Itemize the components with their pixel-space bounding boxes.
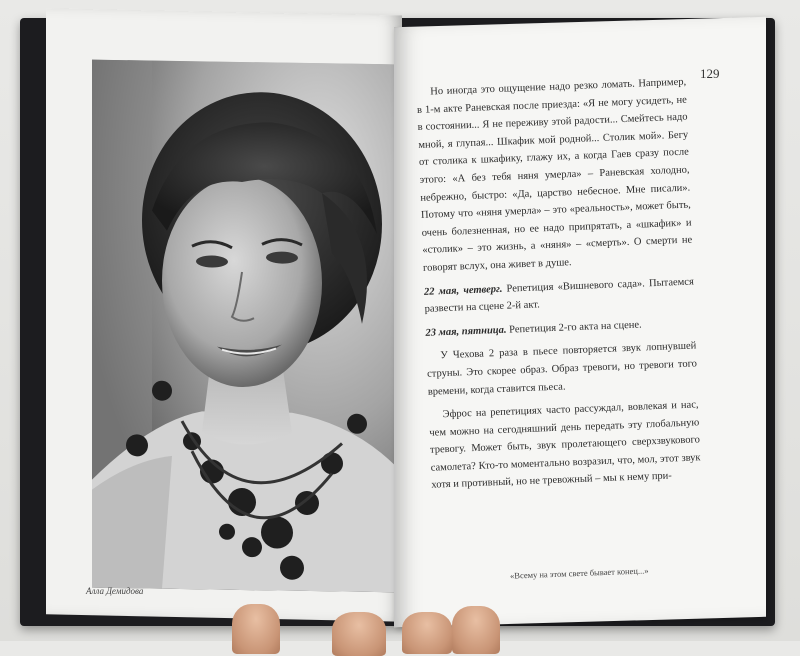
entry-text: Репетиция «Вишневого сада». Пытаемся развести на сцене 2-й акт. xyxy=(424,276,694,315)
photo-caption: Алла Демидова xyxy=(86,586,144,596)
portrait-photo xyxy=(92,60,394,593)
running-footer: «Всему на этом свете бывает конец...» xyxy=(509,565,649,581)
diary-entry xyxy=(425,314,695,342)
finger xyxy=(402,612,452,654)
page-number: 129 xyxy=(700,66,720,81)
finger xyxy=(232,604,280,654)
paragraph: У Чехова 2 раза в пьесе повторяется звук лопнувшей струны. Это скорее образ. Образ тревоги, но тревоги того времени, когда ставится пьеса. xyxy=(426,340,698,398)
finger xyxy=(332,612,386,656)
portrait-illustration xyxy=(92,60,394,593)
paragraph: Эфрос на репетициях часто рассуждал, вовлекая и нас, чем можно на сегодняшний день передать эту глобальную тревогу. Может быть, звук пролетающего сверхзвукового самолета? Кто-то моментально возразил, что, мол, этот звук хотя и противный, но не тревожный – мы к нему при- xyxy=(429,399,701,492)
entry-date: 22 мая, четверг. xyxy=(423,283,503,298)
paragraph: Но иногда это ощущение надо резко ломать. Например, в 1-м акте Раневская после приезда: «Я не могу усидеть, не в состоянии... Я не переживу этой радости... Смейтесь надо мной, я глупая... Шкафик мой родной... Столик мой». Бегу от столика к шкафику, глажу их, а когда Гаев сразу после этого: «А без тебя няня умерла» – Раневская холодно, небрежно, быстро: «Да, царство небесное. Мне писали». Потому что «няня умерла» – это «реальность», может быть, очень болезненная, но ее надо припрятать, а «шкафик» и «столик» – это жизнь, а «няня» – «смерть». О смерти не говорят вслух, она живет в душе. xyxy=(416,76,693,274)
entry-date: 23 мая, пятница. xyxy=(425,324,507,339)
finger xyxy=(452,606,500,654)
diary-entry xyxy=(424,273,695,319)
page-text xyxy=(416,74,702,501)
entry-text: Репетиция 2-го акта на сцене. xyxy=(506,319,642,336)
